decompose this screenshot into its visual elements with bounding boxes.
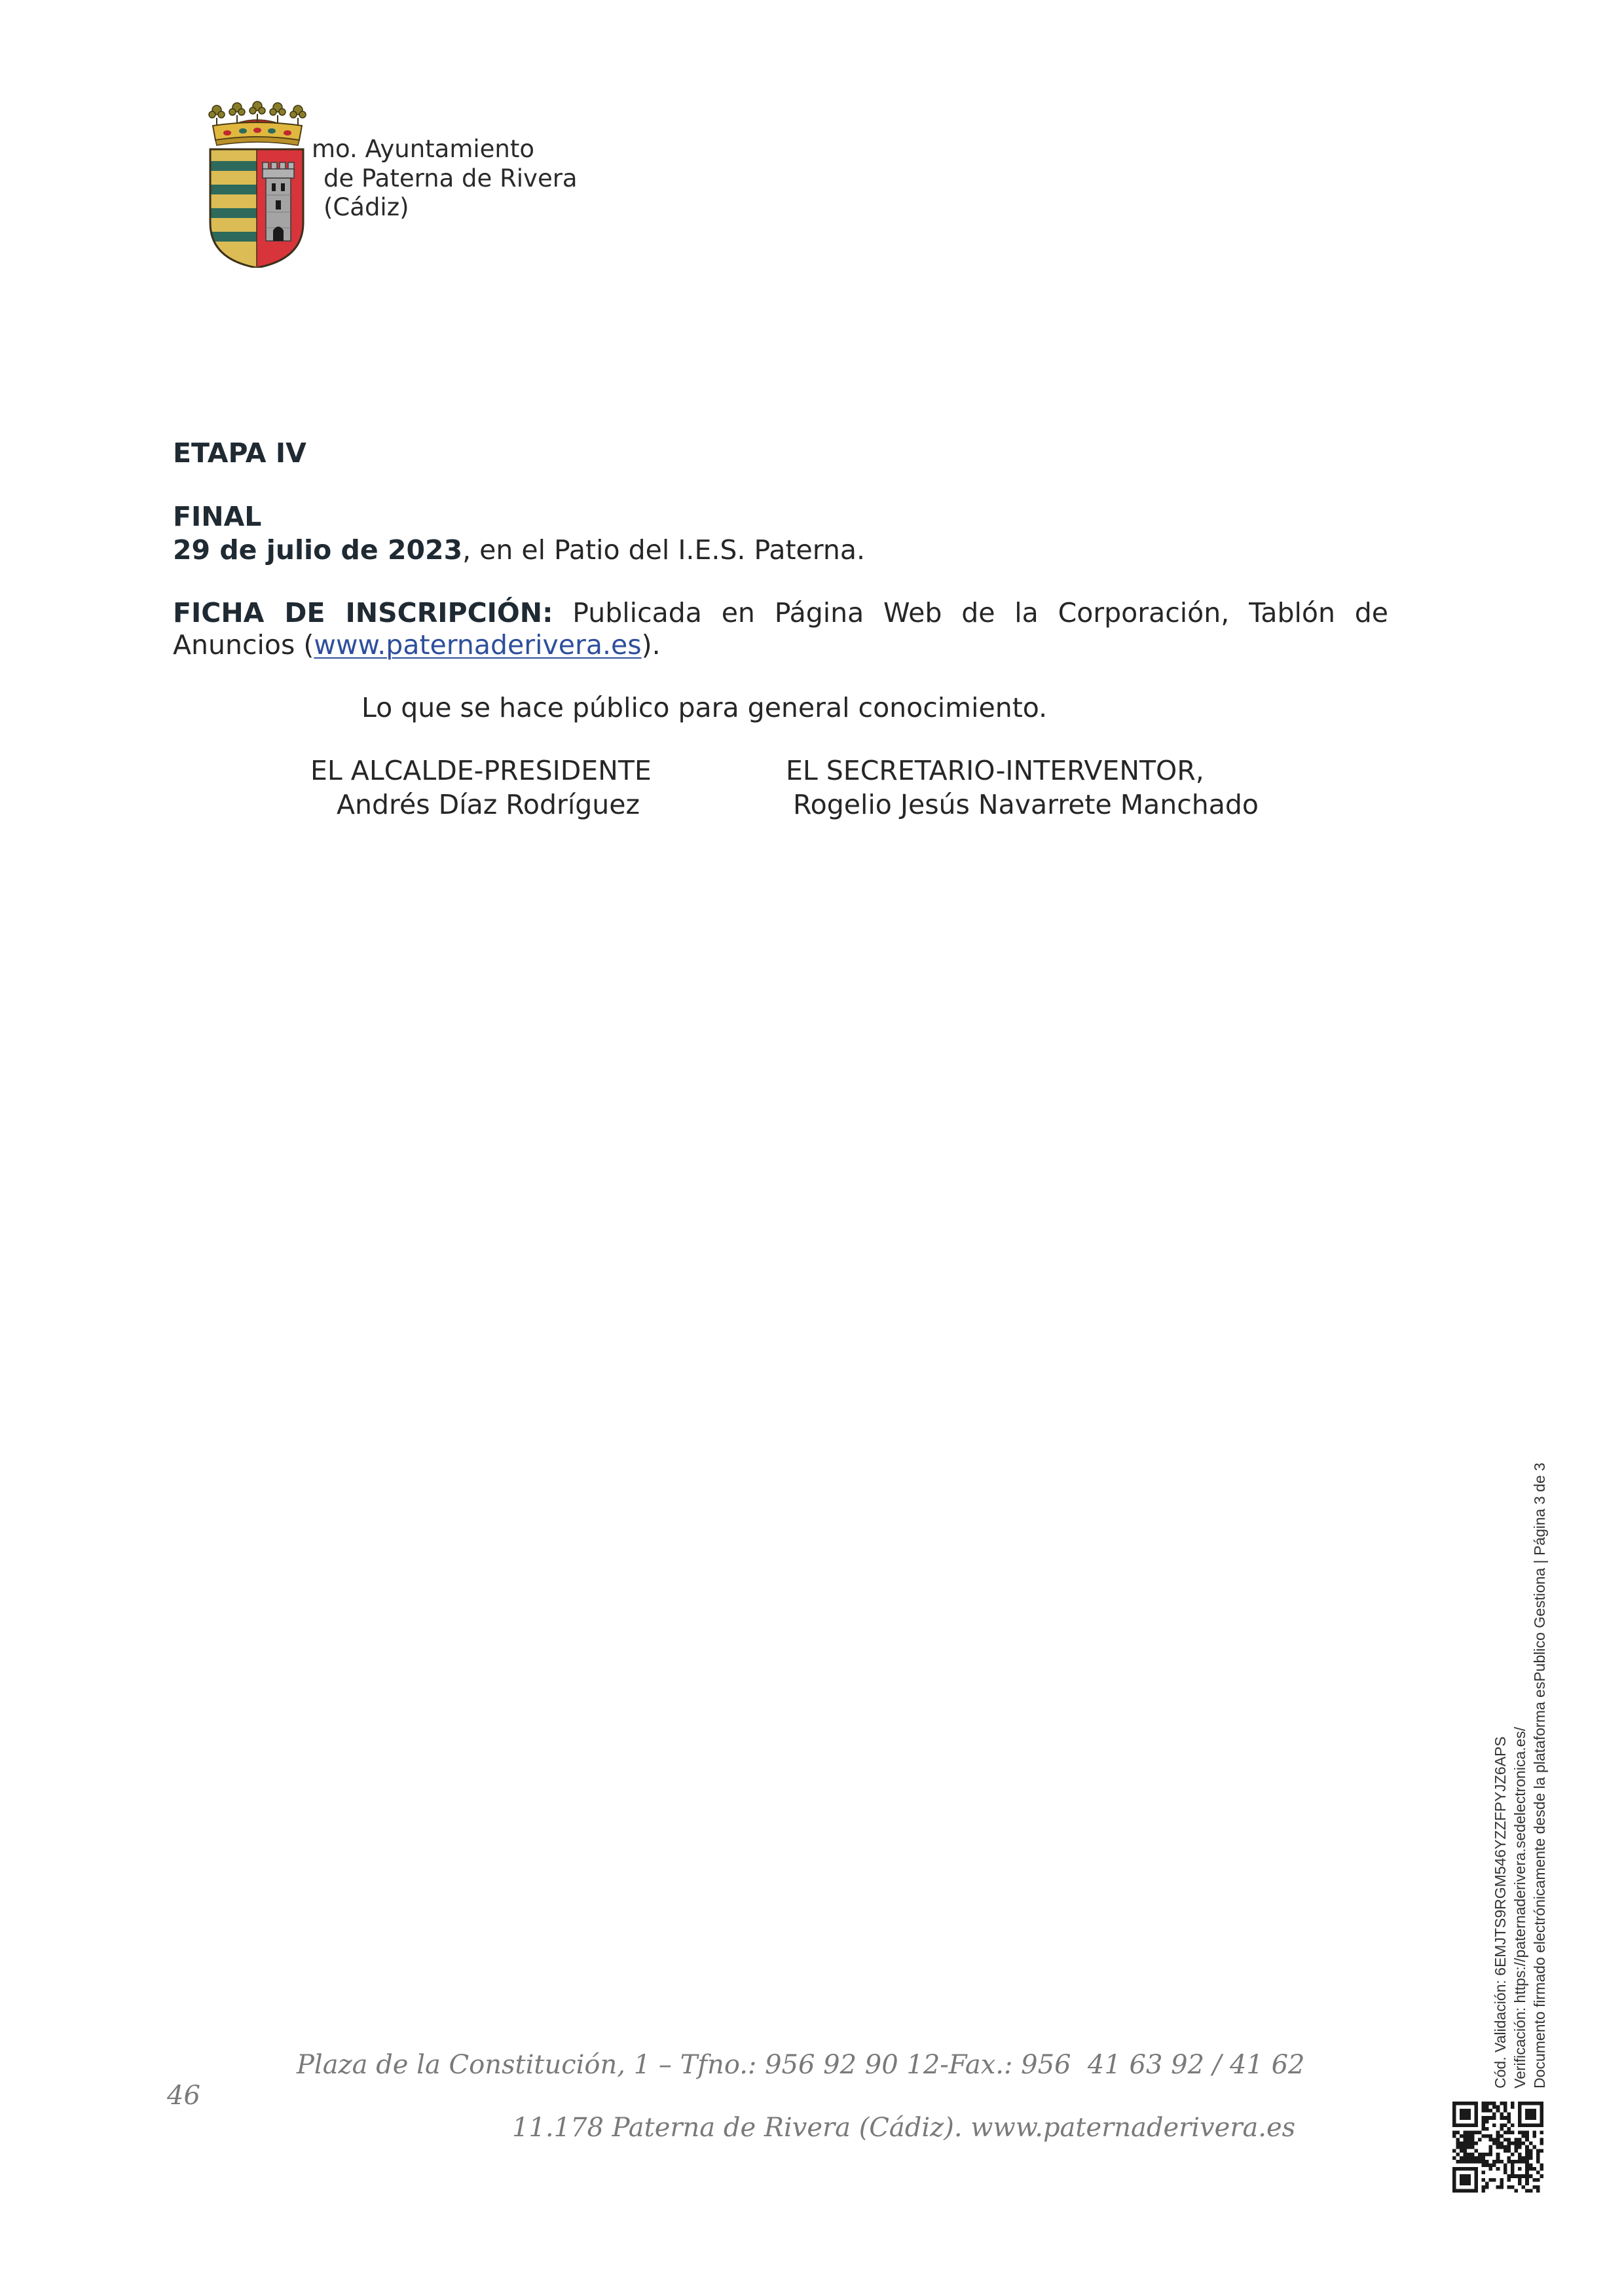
registration-text-after-link: ). [641, 629, 661, 661]
validation-code: Cód. Validación: 6EMJTS9RGM546YZZFPYJZ6APS [1492, 1736, 1509, 2088]
signature-role-mayor: EL ALCALDE-PRESIDENTE [310, 755, 652, 786]
page-number: 46 [167, 2081, 200, 2111]
final-date: 29 de julio de 2023 [173, 534, 463, 566]
footer-address: Plaza de la Constitución, 1 – Tfno.: 956 92 90 12-Fax.: 956 41 63 92 / 41 62 [297, 2050, 1305, 2080]
registration-text-before-link: Anuncios ( [173, 629, 314, 661]
header-line-3: (Cádiz) [323, 193, 409, 221]
footer-city: 11.178 Paterna de Rivera (Cádiz). www.paternaderivera.es [512, 2113, 1296, 2143]
qr-code-icon [1452, 2102, 1543, 2193]
crown-icon [209, 101, 306, 145]
registration-label: FICHA DE INSCRIPCIÓN: [173, 597, 553, 629]
final-place: , en el Patio del I.E.S. Paterna. [462, 534, 866, 566]
stage-title: ETAPA IV [173, 437, 306, 469]
registration-text: Publicada en Página Web de la Corporación, Tablón de [553, 597, 1388, 629]
final-date-line [173, 534, 865, 566]
signature-name-secretary: Rogelio Jesús Navarrete Manchado [793, 789, 1259, 820]
signature-name-mayor: Andrés Díaz Rodríguez [337, 789, 640, 820]
closing-statement: Lo que se hace público para general conocimiento. [361, 692, 1048, 723]
website-link[interactable]: www.paternaderivera.es [314, 629, 642, 661]
header-line-1: mo. Ayuntamiento [312, 135, 535, 163]
registration-line-1 [173, 597, 1388, 629]
header-line-2: de Paterna de Rivera [323, 164, 578, 192]
validation-signature-note: Documento firmado electrónicamente desde la plataforma esPublico Gestiona | Página 3 de 3 [1531, 1463, 1548, 2088]
signature-role-secretary: EL SECRETARIO-INTERVENTOR, [786, 755, 1204, 786]
tower-icon [263, 162, 294, 241]
registration-line-2 [173, 629, 661, 661]
final-title: FINAL [173, 501, 262, 532]
validation-stamp [1490, 1368, 1549, 2088]
validation-url: Verificación: https://paternaderivera.sedelectronica.es/ [1511, 1726, 1528, 2088]
coat-of-arms-icon [205, 100, 310, 268]
